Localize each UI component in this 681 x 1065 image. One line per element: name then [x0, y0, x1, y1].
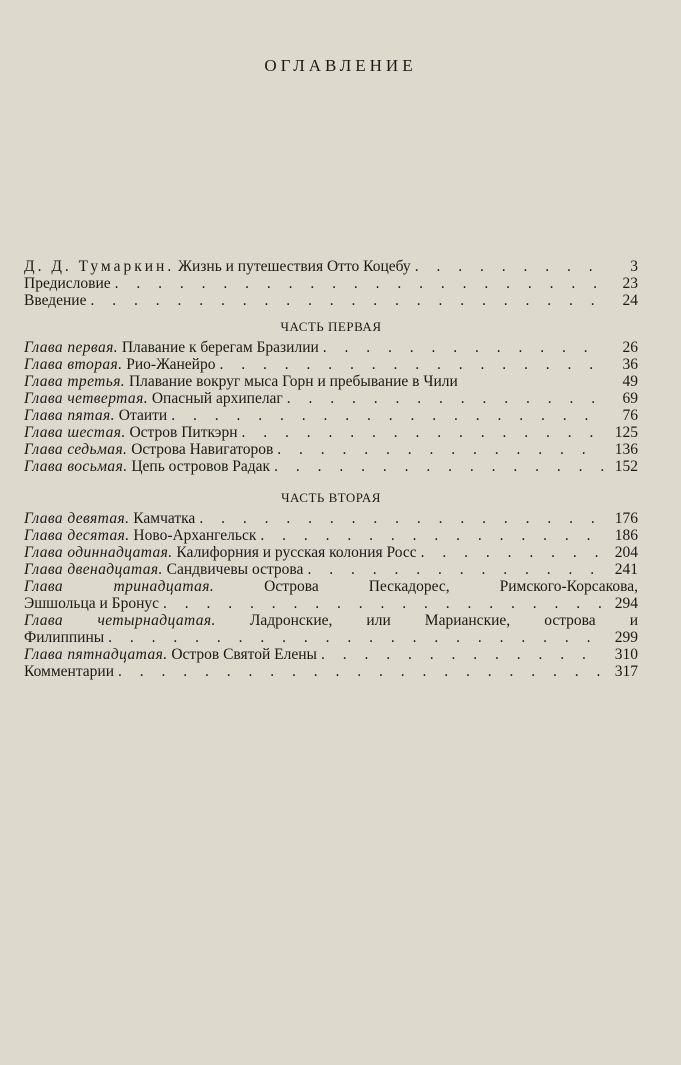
part-heading: ЧАСТЬ ВТОРАЯ: [281, 490, 381, 505]
entry-title: Рио-Жанейро: [126, 356, 216, 373]
entry-page: 36: [622, 356, 638, 373]
chapter-label: Глава одиннадцатая.: [24, 544, 173, 561]
entry-title: Сандвичевы острова: [166, 561, 304, 578]
entry-page: 299: [614, 629, 638, 646]
entry-title: Ново-Архангельск: [133, 527, 257, 544]
leader-dots: [242, 424, 605, 441]
entry-title: Опасный архипелаг: [151, 390, 283, 407]
toc-entry: [24, 390, 638, 407]
entry-title: Отаити: [118, 407, 168, 424]
leader-dots: [307, 561, 604, 578]
leader-dots: [274, 458, 604, 475]
entry-page: 204: [614, 544, 638, 561]
toc-entry: [24, 646, 638, 663]
chapter-label: Глава тринадцатая.: [24, 578, 215, 595]
leader-dots: [415, 258, 604, 275]
entry-page: 23: [622, 275, 638, 292]
chapter-label: Глава вторая.: [24, 356, 123, 373]
chapter-label: Глава восьмая.: [24, 458, 128, 475]
leader-dots: [118, 663, 604, 680]
entry-page: 125: [614, 424, 638, 441]
leader-dots: [108, 629, 604, 646]
toc-entry: [24, 258, 638, 275]
chapter-label: Глава двенадцатая.: [24, 561, 163, 578]
entry-page: 241: [614, 561, 638, 578]
entry-title: Остров Святой Елены: [171, 646, 317, 663]
entry-title: Плавание вокруг мыса Горн и пребывание в Чили: [128, 373, 458, 390]
entry-title: Плавание к берегам Бразилии: [121, 339, 319, 356]
chapter-label: Глава шестая.: [24, 424, 126, 441]
part-heading: ЧАСТЬ ПЕРВАЯ: [280, 319, 382, 334]
toc-entry-continuation: [24, 629, 638, 646]
chapter-label: Глава пятая.: [24, 407, 115, 424]
toc-entry: [24, 612, 638, 629]
entry-title: Комментарии: [24, 663, 114, 680]
entry-title: Цепь островов Радак: [131, 458, 271, 475]
chapter-label: Глава первая.: [24, 339, 118, 356]
leader-dots: [163, 595, 604, 612]
toc-entry: [24, 339, 638, 356]
toc-entry: [24, 407, 638, 424]
entry-page: 3: [630, 258, 638, 275]
toc-entry: [24, 424, 638, 441]
toc-entry: [24, 527, 638, 544]
entry-title: Острова Навигаторов: [131, 441, 274, 458]
leader-dots: [199, 510, 604, 527]
entry-page: 49: [622, 373, 638, 390]
toc-entry-commentary: [24, 663, 638, 680]
toc-entry: [24, 561, 638, 578]
entry-title: Калифорния и русская колония Росс: [176, 544, 417, 561]
chapter-label: Глава десятая.: [24, 527, 130, 544]
chapter-label: Глава пятнадцатая.: [24, 646, 168, 663]
toc-entry: [24, 458, 638, 475]
entry-page: 176: [614, 510, 638, 527]
entry-title: Камчатка: [133, 510, 196, 527]
entry-title-continuation: Филиппины: [24, 629, 105, 646]
leader-dots: [287, 390, 604, 407]
entry-title: Ладронские, или Марианские, острова и: [249, 612, 639, 629]
toc-entry: [24, 275, 638, 292]
leader-dots: [321, 646, 604, 663]
toc-entry: [24, 441, 638, 458]
entry-page: 186: [614, 527, 638, 544]
leader-dots: [421, 544, 604, 561]
toc-entry: [24, 292, 638, 309]
entry-title: Остров Питкэрн: [129, 424, 238, 441]
leader-dots: [219, 356, 604, 373]
leader-dots: [90, 292, 604, 309]
leader-dots: [115, 275, 604, 292]
toc-entry: [24, 578, 638, 595]
leader-dots: [171, 407, 604, 424]
leader-dots: [323, 339, 604, 356]
entry-title: Предисловие: [24, 275, 111, 292]
entry-title-continuation: Эшшольца и Бронус: [24, 595, 159, 612]
part-two: [24, 486, 638, 680]
entry-title: Острова Пескадорес, Римского-Корсакова,: [264, 578, 639, 595]
toc-entry: [24, 510, 638, 527]
entry-page: 310: [614, 646, 638, 663]
entry-page: 76: [622, 407, 638, 424]
toc-entry: [24, 356, 638, 373]
entry-page: 294: [614, 595, 638, 612]
entry-page: 26: [622, 339, 638, 356]
toc-entry: [24, 544, 638, 561]
page-title: ОГЛАВЛЕНИЕ: [264, 56, 417, 75]
leader-dots: [277, 441, 604, 458]
chapter-label: Глава третья.: [24, 373, 126, 390]
entry-page: 24: [622, 292, 638, 309]
toc-entry: [24, 373, 638, 390]
leader-dots: [260, 527, 604, 544]
entry-page: 136: [614, 441, 638, 458]
entry-page: 152: [614, 458, 638, 475]
chapter-label: Глава девятая.: [24, 510, 130, 527]
entry-title: Жизнь и путешествия Отто Коцебу: [178, 258, 411, 275]
entry-page: 317: [614, 663, 638, 680]
chapter-label: Глава седьмая.: [24, 441, 128, 458]
chapter-label: Глава четвертая.: [24, 390, 148, 407]
entry-title: Введение: [24, 292, 87, 309]
entry-page: 69: [622, 390, 638, 407]
chapter-label: Глава четырнадцатая.: [24, 612, 216, 629]
entry-author: Д. Д. Тумаркин.: [24, 258, 175, 275]
intro-block: [24, 258, 638, 309]
part-one: [24, 315, 638, 475]
toc-entry-continuation: [24, 595, 638, 612]
